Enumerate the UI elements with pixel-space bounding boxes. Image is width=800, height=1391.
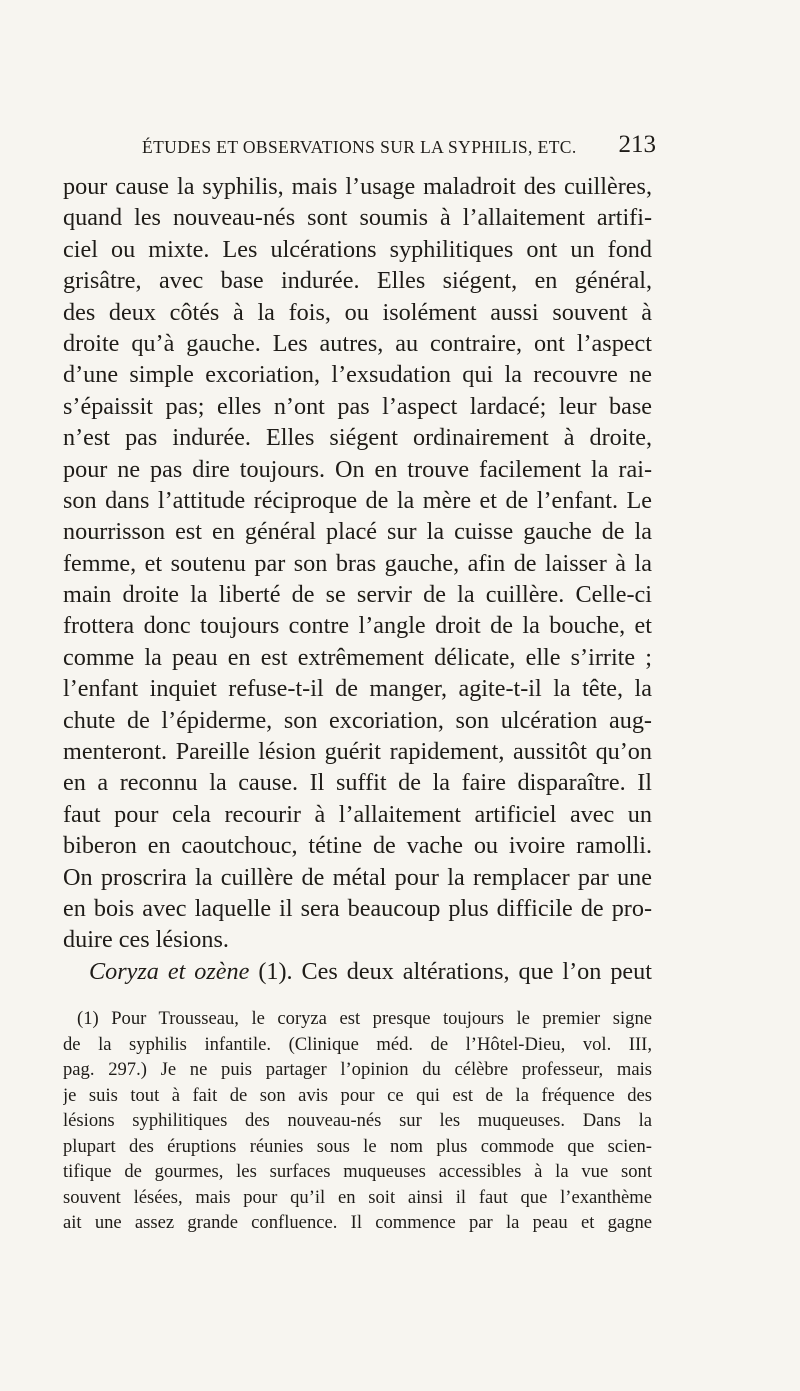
coryza-text: Ces deux altérations, que l’on peut — [301, 957, 652, 985]
text-line: d’une simple excoriation, l’exsudation qui la recouvre ne — [63, 361, 652, 389]
text-line: quand les nouveau-nés sont soumis à l’allaitement artifi- — [63, 204, 652, 232]
text-line: faut pour cela recourir à l’allaitement artificiel avec un — [63, 800, 652, 828]
coryza-heading: Coryza et ozène — [89, 957, 250, 985]
footnote-line: ait une assez grande confluence. Il commence par la peau et gagne — [63, 1212, 652, 1233]
text-line: l’enfant inquiet refuse-t-il de manger, agite-t-il la tête, la — [63, 675, 652, 703]
text-line: son dans l’attitude réciproque de la mère et de l’enfant. Le — [63, 486, 652, 514]
footnote-ref: (1). — [258, 957, 293, 985]
footnote-line: tifique de gourmes, les surfaces muqueuses accessibles à la vue sont — [63, 1161, 652, 1182]
text-line: nourrisson est en général placé sur la cuisse gauche de la — [63, 518, 652, 546]
text-line: pour cause la syphilis, mais l’usage maladroit des cuillères, — [63, 173, 652, 200]
page-header — [112, 133, 656, 165]
running-title: ÉTUDES ET OBSERVATIONS SUR LA SYPHILIS, ETC. — [142, 137, 577, 157]
text-line: duire ces lésions. — [63, 926, 229, 954]
coryza-paragraph-line — [63, 956, 652, 987]
text-line: ciel ou mixte. Les ulcérations syphilitiques ont un fond — [63, 235, 652, 263]
text-line: biberon en caoutchouc, tétine de vache ou ivoire ramolli. — [63, 832, 652, 860]
text-line: main droite la liberté de se servir de la cuillère. Celle-ci — [63, 581, 652, 609]
text-line: pour ne pas dire toujours. On en trouve facilement la rai- — [63, 455, 652, 483]
footnote-line: pag. 297.) Je ne puis partager l’opinion du célèbre professeur, mais — [63, 1059, 652, 1080]
text-line: des deux côtés à la fois, ou isolément aussi souvent à — [63, 298, 652, 326]
footnote-line: de la syphilis infantile. (Clinique méd. de l’Hôtel-Dieu, vol. III, — [63, 1033, 652, 1055]
footnote-line: plupart des éruptions réunies sous le nom plus commode que scien- — [63, 1135, 652, 1157]
text-line: droite qu’à gauche. Les autres, au contraire, ont l’aspect — [63, 329, 652, 357]
footnote-line: lésions syphilitiques des nouveau-nés sur les muqueuses. Dans la — [63, 1110, 652, 1131]
text-line: femme, et soutenu par son bras gauche, afin de laisser à la — [63, 549, 652, 577]
text-line: n’est pas indurée. Elles siégent ordinairement à droite, — [63, 424, 652, 452]
page-number: 213 — [618, 131, 656, 158]
text-line: en bois avec laquelle il sera beaucoup plus difficile de pro- — [63, 894, 652, 922]
body-text — [63, 171, 652, 987]
text-line: comme la peau en est extrêmement délicate, elle s’irrite ; — [63, 643, 652, 671]
text-line: en a reconnu la cause. Il suffit de la faire disparaître. Il — [63, 769, 652, 797]
text-line: On proscrira la cuillère de métal pour la remplacer par une — [63, 863, 652, 891]
text-line: menteront. Pareille lésion guérit rapidement, aussitôt qu’on — [63, 738, 652, 766]
footnote-line: je suis tout à fait de son avis pour ce qui est de la fréquence des — [63, 1084, 652, 1106]
footnotes — [63, 1006, 652, 1236]
text-line: grisâtre, avec base indurée. Elles siégent, en général, — [63, 267, 652, 295]
footnote-line: (1) Pour Trousseau, le coryza est presque toujours le premier signe — [77, 1008, 652, 1029]
footnote-line: souvent lésées, mais pour qu’il en soit ainsi il faut que l’exanthème — [63, 1186, 652, 1208]
text-line: chute de l’épiderme, son excoriation, son ulcération aug- — [63, 706, 652, 734]
text-line: s’épaissit pas; elles n’ont pas l’aspect lardacé; leur base — [63, 392, 652, 420]
text-line: frottera donc toujours contre l’angle droit de la bouche, et — [63, 612, 652, 640]
